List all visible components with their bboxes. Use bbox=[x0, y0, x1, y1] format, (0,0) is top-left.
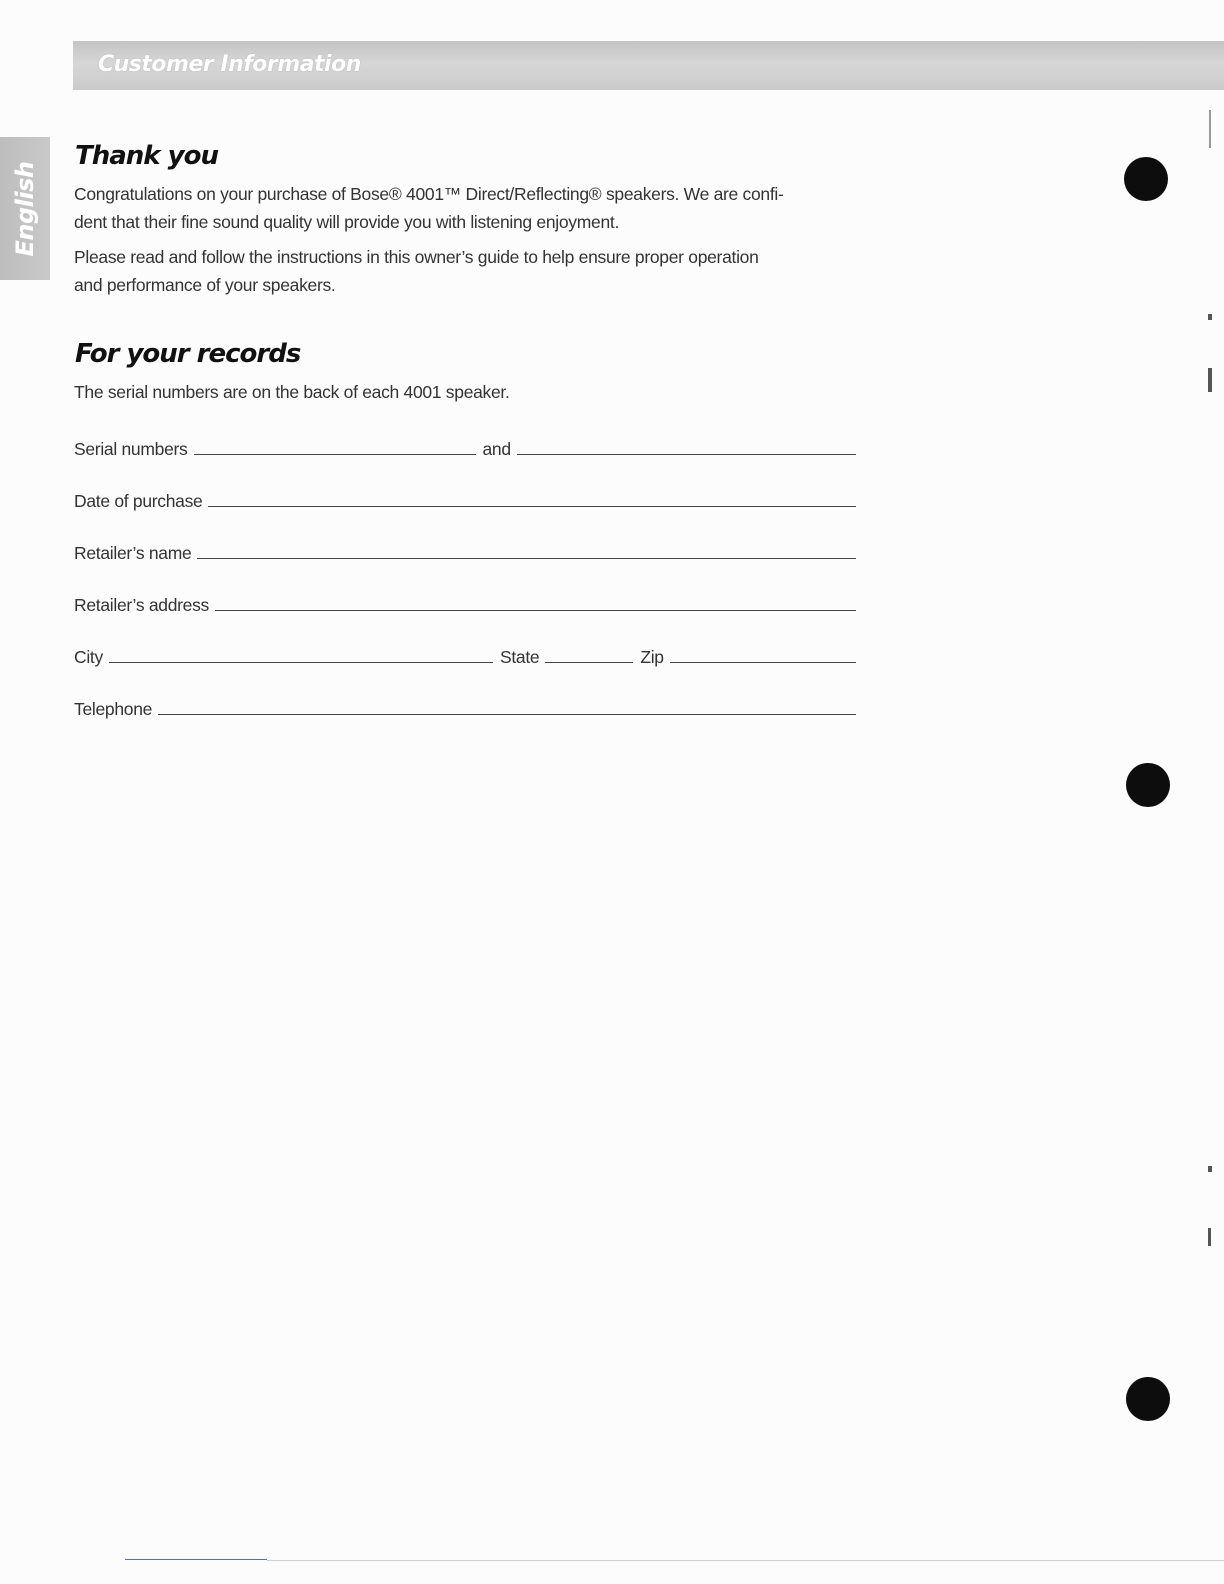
date-of-purchase-row bbox=[74, 481, 856, 511]
edge-mark bbox=[1208, 1228, 1211, 1246]
binder-hole-bottom bbox=[1126, 1377, 1170, 1421]
edge-mark bbox=[1208, 368, 1212, 392]
edge-mark bbox=[1208, 1166, 1212, 1172]
retailer-name-row bbox=[74, 533, 856, 563]
edge-mark bbox=[1208, 314, 1212, 320]
telephone-field[interactable] bbox=[158, 714, 856, 715]
records-heading: For your records bbox=[75, 339, 301, 369]
retailer-name-field[interactable] bbox=[197, 558, 856, 559]
serial-and-label: and bbox=[482, 439, 511, 459]
thank-you-paragraph-2-line-2: and performance of your speakers. bbox=[74, 275, 336, 295]
city-label: City bbox=[74, 647, 103, 667]
serial-numbers-label: Serial numbers bbox=[74, 439, 188, 459]
thank-you-paragraph-2-line-1: Please read and follow the instructions in this owner’s guide to help ensure proper operation bbox=[74, 247, 759, 267]
records-form bbox=[74, 429, 856, 741]
serial-number-1-field[interactable] bbox=[194, 454, 476, 455]
date-of-purchase-label: Date of purchase bbox=[74, 491, 203, 511]
zip-field[interactable] bbox=[670, 662, 856, 663]
zip-label: Zip bbox=[640, 647, 664, 667]
city-state-zip-row bbox=[74, 637, 856, 667]
state-field[interactable] bbox=[545, 662, 633, 663]
date-of-purchase-field[interactable] bbox=[208, 506, 856, 507]
binder-hole-middle bbox=[1126, 763, 1170, 807]
binder-hole-top bbox=[1124, 157, 1168, 201]
retailer-address-row bbox=[74, 585, 856, 615]
thank-you-paragraph-1 bbox=[74, 180, 784, 236]
page-title: Customer Information bbox=[98, 52, 361, 77]
thank-you-heading: Thank you bbox=[75, 141, 218, 171]
serial-numbers-row bbox=[74, 429, 856, 459]
telephone-label: Telephone bbox=[74, 699, 153, 719]
thank-you-paragraph-2 bbox=[74, 243, 759, 299]
retailer-address-label: Retailer’s address bbox=[74, 595, 209, 615]
retailer-address-field[interactable] bbox=[215, 610, 856, 611]
edge-mark bbox=[1209, 110, 1211, 148]
records-intro: The serial numbers are on the back of each 4001 speaker. bbox=[74, 382, 510, 402]
thank-you-paragraph-1-line-2: dent that their fine sound quality will provide you with listening enjoyment. bbox=[74, 212, 620, 232]
language-tab-label: English bbox=[11, 161, 39, 257]
retailer-name-label: Retailer’s name bbox=[74, 543, 192, 563]
language-tab bbox=[0, 137, 50, 280]
telephone-row bbox=[74, 689, 856, 719]
header-bar bbox=[73, 41, 1224, 90]
serial-number-2-field[interactable] bbox=[517, 454, 856, 455]
thank-you-paragraph-1-line-1: Congratulations on your purchase of Bose® 4001™ Direct/Reflecting® speakers. We are confi- bbox=[74, 184, 784, 204]
state-label: State bbox=[499, 647, 540, 667]
bottom-rule bbox=[267, 1560, 1224, 1561]
city-field[interactable] bbox=[109, 662, 493, 663]
bottom-rule-accent bbox=[125, 1559, 267, 1560]
